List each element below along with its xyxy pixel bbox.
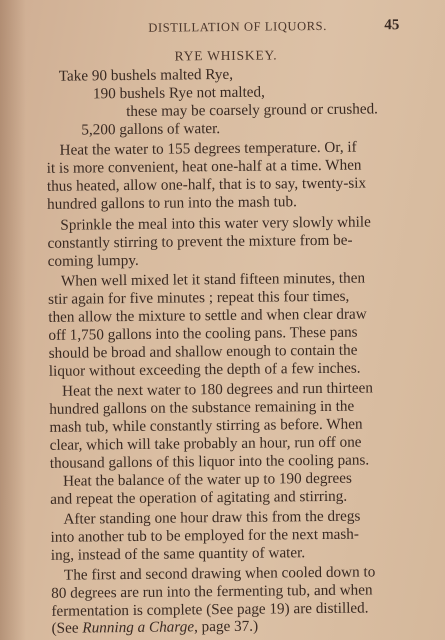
body-line: fermentation is complete (See page 19) are distilled. — [51, 599, 369, 620]
body-line: it is more convenient, heat one-half at a time. When — [46, 156, 362, 177]
body-line: off 1,750 gallons into the cooling pans. These pans — [48, 323, 358, 344]
recipe-line: Take 90 bushels malted Rye, — [58, 65, 234, 85]
body-line: then allow the mixture to settle and when clear draw — [48, 305, 367, 326]
body-line: coming lumpy. — [47, 251, 139, 270]
running-title: DISTILLATION OF LIQUORS. — [148, 18, 327, 35]
body-line: stir again for five minutes ; repeat this four times, — [48, 287, 350, 308]
body-line: clear, which will take probably an hour, run off one — [49, 433, 362, 454]
cross-reference-line — [51, 618, 258, 638]
body-line: hundred gallons to run into the mash tub. — [47, 193, 297, 213]
body-line: liquor without exceeding the depth of a few inches. — [48, 359, 361, 380]
body-line: thousand gallons of this liquor into the cooling pans. — [49, 451, 370, 472]
body-line: Sprinkle the meal into this water very slowly while — [60, 213, 371, 234]
body-line: The first and second drawing when cooled down to — [63, 563, 376, 584]
body-line: should be broad and shallow enough to contain the — [48, 341, 358, 362]
body-line: and repeat the operation of agitating and stirring. — [50, 487, 348, 508]
section-heading: RYE WHISKEY. — [174, 47, 278, 64]
body-line: hundred gallons on the substance remaining in the — [49, 397, 355, 418]
recipe-line: 5,200 gallons of water. — [81, 120, 221, 139]
body-line: ing, instead of the same quantity of water. — [50, 544, 306, 564]
body-line: constantly stirring to prevent the mixture from be- — [47, 231, 353, 252]
body-line: When well mixed let it stand fifteen minutes, then — [60, 269, 366, 290]
body-line: thus heated, allow one-half, that is to say, twenty-six — [46, 174, 367, 195]
page-number: 45 — [384, 17, 400, 34]
recipe-line: these may be coarsely ground or crushed. — [126, 100, 379, 121]
cross-reference-suffix: , page 37.) — [193, 617, 259, 636]
body-line: into another tub to be employed for the next mash- — [50, 525, 360, 546]
body-line: 80 degrees are run into the fermenting tub, and when — [51, 581, 373, 602]
body-line: Heat the balance of the water up to 190 degrees — [62, 469, 352, 490]
body-line: Heat the next water to 180 degrees and run thirteen — [61, 379, 373, 400]
recipe-line: 190 bushels Rye not malted, — [92, 83, 265, 103]
cross-reference-title: Running a Charge — [82, 618, 195, 637]
body-line: Heat the water to 155 degrees temperature. Or, if — [59, 138, 357, 159]
body-line: mash tub, while constantly stirring as before. When — [49, 415, 363, 436]
body-line: After standing one hour draw this from the dregs — [63, 507, 361, 528]
cross-reference-prefix: (See — [51, 619, 83, 637]
